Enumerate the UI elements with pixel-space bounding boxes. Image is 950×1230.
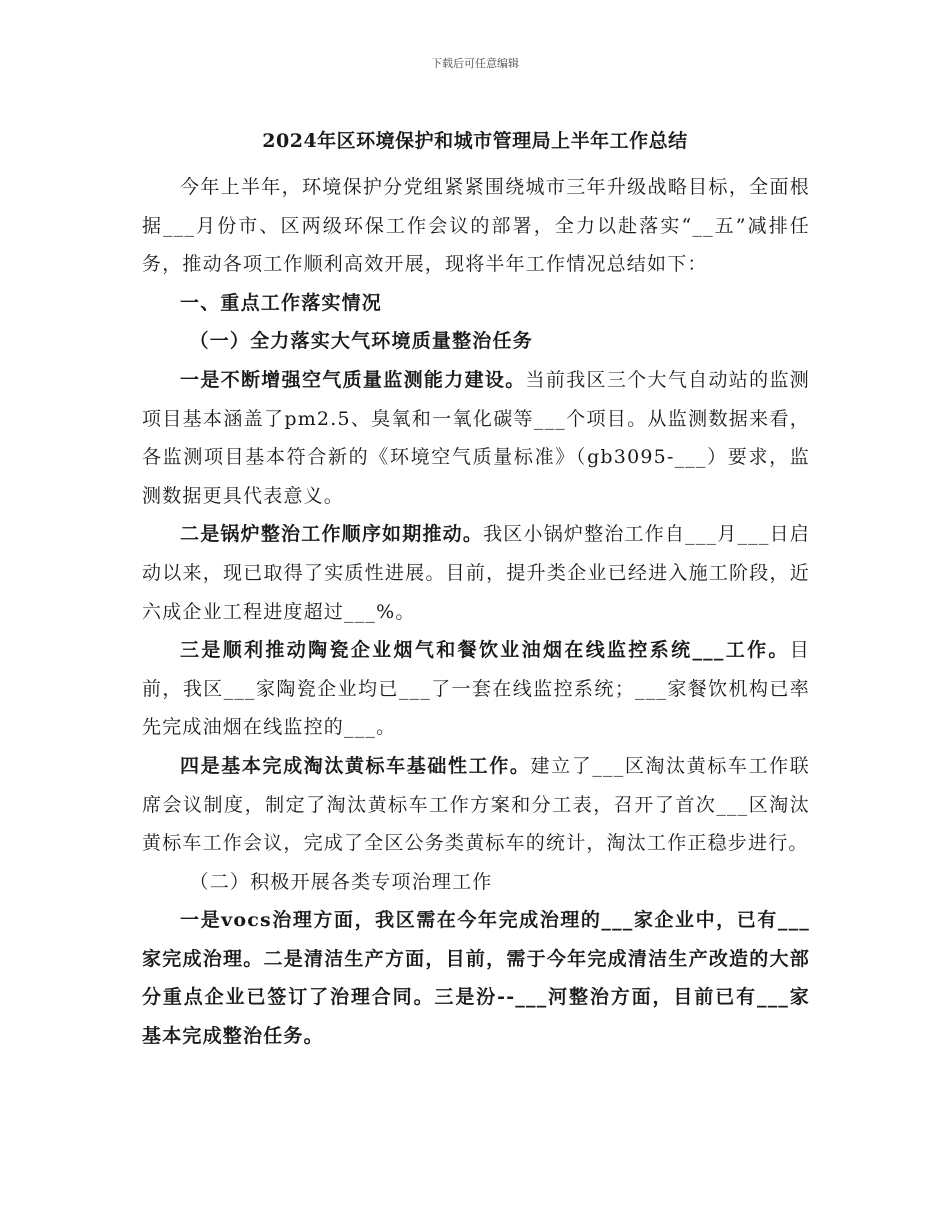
document-body bbox=[142, 168, 810, 1056]
paragraph-4 bbox=[142, 747, 810, 863]
sub-heading-2: （二）积极开展各类专项治理工作 bbox=[189, 870, 493, 893]
sub-heading-1: （一）全力落实大气环境质量整治任务 bbox=[189, 330, 533, 353]
paragraph-1 bbox=[142, 361, 810, 515]
document-title: 2024年区环境保护和城市管理局上半年工作总结 bbox=[262, 130, 688, 152]
section-heading-1: 一、重点工作落实情况 bbox=[180, 291, 383, 314]
paragraph-5: 一是vocs治理方面，我区需在今年完成治理的___家企业中，已有___家完成治理。二是清洁生产方面，目前，需于今年完成清洁生产改造的大部分重点企业已签订了治理合同。三是汾--___河整治方面，目前已有___家基本完成整治任务。 bbox=[142, 909, 810, 1048]
paragraph-1-text: 当前我区三个大气自动站的监测项目基本涵盖了pm2.5、臭氧和一氧化碳等___个项目。从监测数据来看，各监测项目基本符合新的《环境空气质量标准》（gb3095-___）要求，监测数据更具代表意义。 bbox=[142, 368, 810, 507]
intro-paragraph: 今年上半年，环境保护分党组紧紧围绕城市三年升级战略目标，全面根据___月份市、区两级环保工作会议的部署，全力以赴落实“__五”减排任务，推动各项工作顺利高效开展，现将半年工作情况总结如下： bbox=[142, 176, 810, 276]
paragraph-3 bbox=[142, 631, 810, 747]
paragraph-2-lead: 二是锅炉整治工作顺序如期推动。 bbox=[180, 523, 484, 546]
header-note: 下载后可任意编辑 bbox=[431, 57, 519, 70]
paragraph-2 bbox=[142, 515, 810, 631]
paragraph-3-lead: 三是顺利推动陶瓷企业烟气和餐饮业油烟在线监控系统___工作。 bbox=[180, 639, 790, 662]
paragraph-2-text: 我区小锅炉整治工作自___月___日启动以来，现已取得了实质性进展。目前，提升类企业已经进入施工阶段，近六成企业工程进度超过___%。 bbox=[142, 523, 810, 623]
paragraph-4-lead: 四是基本完成淘汰黄标车基础性工作。 bbox=[180, 754, 531, 777]
paragraph-4-text: 建立了___区淘汰黄标车工作联席会议制度，制定了淘汰黄标车工作方案和分工表，召开了首次___区淘汰黄标车工作会议，完成了全区公务类黄标车的统计，淘汰工作正稳步进行。 bbox=[142, 754, 810, 855]
paragraph-1-lead: 一是不断增强空气质量监测能力建设。 bbox=[180, 368, 526, 391]
paragraph-3-text: 目前，我区___家陶瓷企业均已___了一套在线监控系统；___家餐饮机构已率先完成油烟在线监控的___。 bbox=[142, 639, 810, 739]
